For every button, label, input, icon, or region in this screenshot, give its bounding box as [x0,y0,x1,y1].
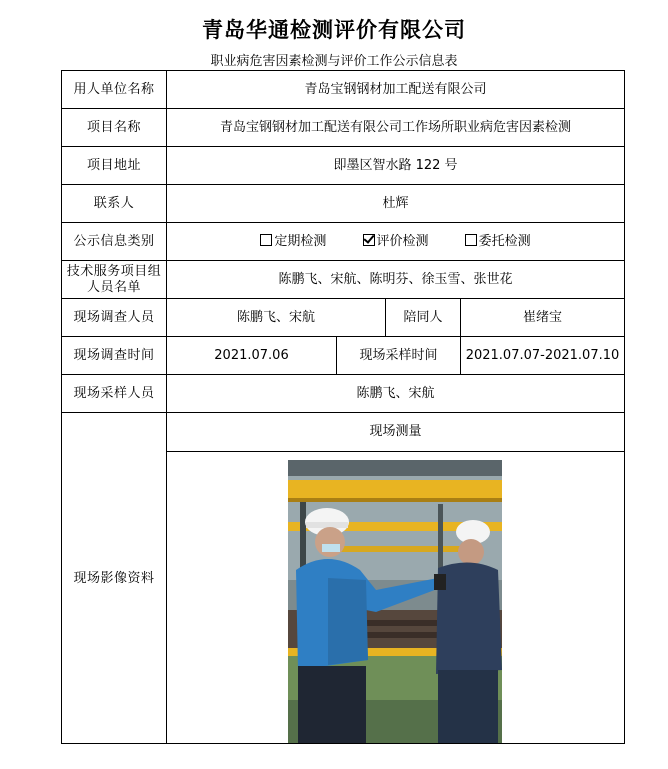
survey-staff-label: 现场调查人员 [62,299,167,337]
option-evaluation[interactable] [363,233,429,250]
sampling-time-label: 现场采样时间 [337,337,461,375]
category-options [167,223,625,261]
escort-label: 陪同人 [386,299,461,337]
contact-value: 杜辉 [167,185,625,223]
project-name-value: 青岛宝钢钢材加工配送有限公司工作场所职业病危害因素检测 [167,109,625,147]
checkbox-periodic-icon[interactable] [260,234,272,246]
survey-time-label: 现场调查时间 [62,337,167,375]
option-commissioned[interactable] [465,233,531,250]
row-project-name [62,109,625,147]
checkbox-commissioned-icon[interactable] [465,234,477,246]
survey-staff-value: 陈鹏飞、宋航 [167,299,386,337]
option-evaluation-label: 评价检测 [376,234,429,249]
company-title: 青岛华通检测评价有限公司 [202,18,466,42]
photo-caption: 现场测量 [167,413,624,452]
project-address-value: 即墨区智水路 122 号 [167,147,625,185]
disclosure-table [61,70,625,744]
option-periodic-label: 定期检测 [274,234,327,249]
photo-frame [167,452,624,742]
sampling-staff-label: 现场采样人员 [62,375,167,413]
project-name-label: 项目名称 [62,109,167,147]
checkbox-evaluation-checked-icon[interactable] [363,234,375,246]
images-label: 现场影像资料 [62,413,167,744]
row-contact [62,185,625,223]
team-value: 陈鹏飞、宋航、陈明芬、徐玉雪、张世花 [167,261,625,299]
survey-time-value: 2021.07.06 [167,337,337,375]
row-team [62,261,625,299]
site-measurement-photo [288,460,502,744]
project-address-label: 项目地址 [62,147,167,185]
option-commissioned-label: 委托检测 [478,234,531,249]
row-category [62,223,625,261]
document-subtitle: 职业病危害因素检测与评价工作公示信息表 [210,54,458,69]
row-survey-staff [62,299,625,337]
team-label: 技术服务项目组人员名单 [62,261,167,299]
category-label: 公示信息类别 [62,223,167,261]
row-sampling-staff [62,375,625,413]
employer-value: 青岛宝钢钢材加工配送有限公司 [167,71,625,109]
escort-value: 崔绪宝 [461,299,625,337]
employer-label: 用人单位名称 [62,71,167,109]
option-periodic[interactable] [260,233,326,250]
row-project-address [62,147,625,185]
contact-label: 联系人 [62,185,167,223]
sampling-time-value: 2021.07.07-2021.07.10 [461,337,625,375]
row-images [62,413,625,744]
sampling-staff-value: 陈鹏飞、宋航 [167,375,625,413]
row-employer [62,71,625,109]
row-survey-time [62,337,625,375]
images-cell [167,413,625,744]
